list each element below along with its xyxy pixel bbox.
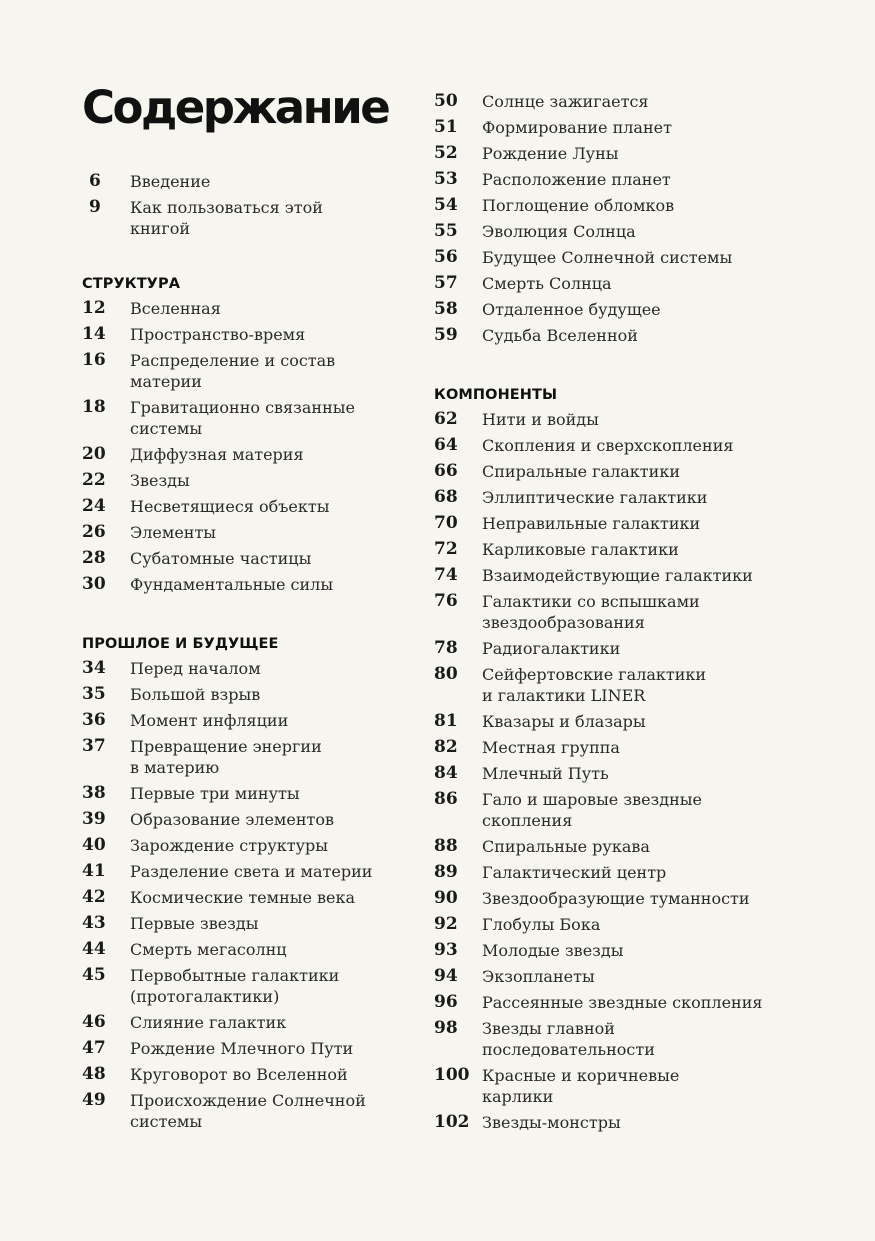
toc-entry <box>82 1012 422 1033</box>
page-number: 30 <box>82 574 106 594</box>
page-number: 48 <box>82 1064 106 1084</box>
entry-title: Спиральные рукава <box>482 837 650 856</box>
entry-title: Квазары и блазары <box>482 712 646 731</box>
entry-title: Вселенная <box>130 299 221 318</box>
page-number: 52 <box>434 143 458 163</box>
entry-title: Звезды <box>130 471 190 490</box>
toc-entry <box>434 966 854 987</box>
page-number: 18 <box>82 397 106 417</box>
entry-title: Неправильные галактики <box>482 514 701 533</box>
entry-title: Смерть Солнца <box>482 274 612 293</box>
page-number: 88 <box>434 836 458 856</box>
entry-title: Спиральные галактики <box>482 462 680 481</box>
toc-entry <box>434 638 854 659</box>
entry-title: Гало и шаровые звездные скопления <box>482 790 702 830</box>
entry-title: Судьба Вселенной <box>482 326 638 345</box>
page-number: 62 <box>434 409 458 429</box>
entry-title: Введение <box>130 172 211 191</box>
page-number: 80 <box>434 664 458 684</box>
entry-title: Звездообразующие туманности <box>482 889 750 908</box>
toc-entry <box>82 444 422 465</box>
entry-title: Местная группа <box>482 738 620 757</box>
toc-entry <box>82 939 422 960</box>
page-number: 57 <box>434 273 458 293</box>
page-number: 54 <box>434 195 458 215</box>
page-number: 92 <box>434 914 458 934</box>
toc-entry <box>82 298 422 319</box>
toc-entry <box>82 965 422 1007</box>
entry-title: Диффузная материя <box>130 445 304 464</box>
entry-title: Нити и войды <box>482 410 599 429</box>
page-number: 93 <box>434 940 458 960</box>
toc-entry <box>82 1064 422 1085</box>
toc-entry <box>434 273 854 294</box>
toc-entry <box>82 736 422 778</box>
page-number: 68 <box>434 487 458 507</box>
entry-title: Элементы <box>130 523 217 542</box>
toc-entry <box>434 513 854 534</box>
toc-entry <box>82 809 422 830</box>
entry-title: Пространство-время <box>130 325 306 344</box>
page-number: 26 <box>82 522 106 542</box>
toc-entry <box>82 397 422 439</box>
section-past-future <box>82 634 422 1132</box>
toc-entry <box>82 470 422 491</box>
contents-left-column <box>82 171 422 1137</box>
entry-title: Галактики со вспышками звездообразования <box>482 592 700 632</box>
page-number: 44 <box>82 939 106 959</box>
section-entries <box>82 658 422 1132</box>
page-number: 98 <box>434 1018 458 1038</box>
entry-title: Поглощение обломков <box>482 196 675 215</box>
entry-title: Сейфертовские галактики и галактики LINER <box>482 665 707 705</box>
toc-entry <box>82 1090 422 1132</box>
page-number: 58 <box>434 299 458 319</box>
entry-title: Первые три минуты <box>130 784 300 803</box>
toc-entry <box>434 169 854 190</box>
page-number: 76 <box>434 591 458 611</box>
toc-entry <box>434 487 854 508</box>
page-number: 78 <box>434 638 458 658</box>
toc-entry <box>434 221 854 242</box>
entry-title: Звезды главной последовательности <box>482 1019 655 1059</box>
page-number: 55 <box>434 221 458 241</box>
toc-entry <box>434 143 854 164</box>
section-structure <box>82 274 422 595</box>
toc-entry <box>82 1038 422 1059</box>
page-number: 94 <box>434 966 458 986</box>
section-heading: КОМПОНЕНТЫ <box>434 387 558 403</box>
entry-title: Молодые звезды <box>482 941 624 960</box>
entry-title: Образование элементов <box>130 810 334 829</box>
toc-entry <box>434 992 854 1013</box>
toc-entry <box>82 913 422 934</box>
page-number: 100 <box>434 1065 470 1085</box>
section-heading: ПРОШЛОЕ И БУДУЩЕЕ <box>82 636 279 652</box>
entry-title: Слияние галактик <box>130 1013 287 1032</box>
toc-entry <box>434 117 854 138</box>
page-number: 34 <box>82 658 106 678</box>
toc-entry <box>434 914 854 935</box>
entry-title: Происхождение Солнечной системы <box>130 1091 366 1131</box>
toc-entry <box>434 862 854 883</box>
page-number: 46 <box>82 1012 106 1032</box>
entry-title: Как пользоваться этой книгой <box>130 198 323 238</box>
entry-title: Галактический центр <box>482 863 667 882</box>
page-number: 36 <box>82 710 106 730</box>
entry-title: Расположение планет <box>482 170 671 189</box>
page-number: 6 <box>89 171 101 191</box>
toc-entry <box>434 91 854 112</box>
page-number: 24 <box>82 496 106 516</box>
entry-title: Взаимодействующие галактики <box>482 566 753 585</box>
entry-title: Первые звезды <box>130 914 259 933</box>
toc-entry <box>434 888 854 909</box>
toc-entry <box>434 940 854 961</box>
entry-title: Субатомные частицы <box>130 549 312 568</box>
toc-entry <box>434 664 854 706</box>
page-number: 90 <box>434 888 458 908</box>
page-number: 74 <box>434 565 458 585</box>
toc-entry <box>434 591 854 633</box>
toc-entry <box>82 684 422 705</box>
entry-title: Рождение Млечного Пути <box>130 1039 354 1058</box>
entry-title: Формирование планет <box>482 118 672 137</box>
entry-title: Зарождение структуры <box>130 836 329 855</box>
entry-title: Круговорот во Вселенной <box>130 1065 348 1084</box>
page-number: 20 <box>82 444 106 464</box>
toc-entry <box>434 737 854 758</box>
toc-entry <box>82 887 422 908</box>
page-number: 47 <box>82 1038 106 1058</box>
page-number: 28 <box>82 548 106 568</box>
page-number: 9 <box>89 197 101 217</box>
page-number: 72 <box>434 539 458 559</box>
page-number: 41 <box>82 861 106 881</box>
entry-title: Красные и коричневые карлики <box>482 1066 680 1106</box>
toc-entry <box>434 836 854 857</box>
entry-title: Несветящиеся объекты <box>130 497 330 516</box>
toc-entry <box>434 435 854 456</box>
right-top-entries <box>434 91 854 346</box>
section-entries <box>82 298 422 595</box>
page-number: 42 <box>82 887 106 907</box>
entry-title: Распределение и состав материи <box>130 351 336 391</box>
page-number: 39 <box>82 809 106 829</box>
toc-entry <box>82 197 422 239</box>
section-components <box>434 385 854 1133</box>
section-entries <box>434 409 854 1133</box>
page-number: 70 <box>434 513 458 533</box>
page-number: 86 <box>434 789 458 809</box>
page-number: 53 <box>434 169 458 189</box>
page-number: 43 <box>82 913 106 933</box>
page-number: 45 <box>82 965 106 985</box>
toc-entry <box>82 324 422 345</box>
entry-title: Отдаленное будущее <box>482 300 661 319</box>
entry-title: Превращение энергии в материю <box>130 737 322 777</box>
page-number: 50 <box>434 91 458 111</box>
entry-title: Смерть мегасолнц <box>130 940 287 959</box>
page-number: 16 <box>82 350 106 370</box>
toc-entry <box>434 1018 854 1060</box>
entry-title: Глобулы Бока <box>482 915 601 934</box>
page-number: 22 <box>82 470 106 490</box>
entry-title: Рождение Луны <box>482 144 619 163</box>
entry-title: Скопления и сверхскопления <box>482 436 734 455</box>
entry-title: Разделение света и материи <box>130 862 373 881</box>
toc-entry <box>82 710 422 731</box>
toc-entry <box>82 522 422 543</box>
page-number: 96 <box>434 992 458 1012</box>
toc-entry <box>434 195 854 216</box>
entry-title: Эллиптические галактики <box>482 488 708 507</box>
entry-title: Экзопланеты <box>482 967 595 986</box>
toc-entry <box>434 539 854 560</box>
section-heading: СТРУКТУРА <box>82 276 181 292</box>
toc-entry <box>82 548 422 569</box>
page-number: 12 <box>82 298 106 318</box>
entry-title: Момент инфляции <box>130 711 289 730</box>
page-number: 37 <box>82 736 106 756</box>
entry-title: Космические темные века <box>130 888 356 907</box>
page-number: 84 <box>434 763 458 783</box>
page-number: 14 <box>82 324 106 344</box>
entry-title: Радиогалактики <box>482 639 621 658</box>
entry-title: Большой взрыв <box>130 685 261 704</box>
entry-title: Перед началом <box>130 659 261 678</box>
page-number: 49 <box>82 1090 106 1110</box>
toc-entry <box>434 1065 854 1107</box>
toc-entry <box>434 789 854 831</box>
entry-title: Первобытные галактики (протогалактики) <box>130 966 340 1006</box>
entry-title: Будущее Солнечной системы <box>482 248 733 267</box>
toc-entry <box>434 565 854 586</box>
page-number: 82 <box>434 737 458 757</box>
intro-list <box>82 171 422 239</box>
entry-title: Млечный Путь <box>482 764 609 783</box>
toc-entry <box>434 711 854 732</box>
entry-title: Эволюция Солнца <box>482 222 636 241</box>
toc-entry <box>434 299 854 320</box>
page-number: 56 <box>434 247 458 267</box>
entry-title: Гравитационно связанные системы <box>130 398 355 438</box>
page-number: 102 <box>434 1112 470 1132</box>
entry-title: Фундаментальные силы <box>130 575 334 594</box>
page-number: 51 <box>434 117 458 137</box>
contents-right-column <box>434 91 854 1138</box>
toc-entry <box>434 763 854 784</box>
toc-entry <box>82 783 422 804</box>
toc-entry <box>434 325 854 346</box>
toc-entry <box>82 861 422 882</box>
toc-entry <box>82 350 422 392</box>
page-number: 59 <box>434 325 458 345</box>
toc-entry <box>82 496 422 517</box>
page-number: 38 <box>82 783 106 803</box>
toc-entry <box>82 171 422 192</box>
toc-entry <box>82 574 422 595</box>
page-number: 89 <box>434 862 458 882</box>
toc-entry <box>434 1112 854 1133</box>
toc-entry <box>434 461 854 482</box>
entry-title: Звезды-монстры <box>482 1113 621 1132</box>
page-number: 81 <box>434 711 458 731</box>
entry-title: Солнце зажигается <box>482 92 649 111</box>
toc-entry <box>82 835 422 856</box>
entry-title: Рассеянные звездные скопления <box>482 993 763 1012</box>
page-number: 35 <box>82 684 106 704</box>
entry-title: Карликовые галактики <box>482 540 679 559</box>
toc-entry <box>434 247 854 268</box>
page-number: 40 <box>82 835 106 855</box>
page-number: 66 <box>434 461 458 481</box>
toc-entry <box>434 409 854 430</box>
page-title: Содержание <box>82 81 389 134</box>
page-number: 64 <box>434 435 458 455</box>
toc-entry <box>82 658 422 679</box>
